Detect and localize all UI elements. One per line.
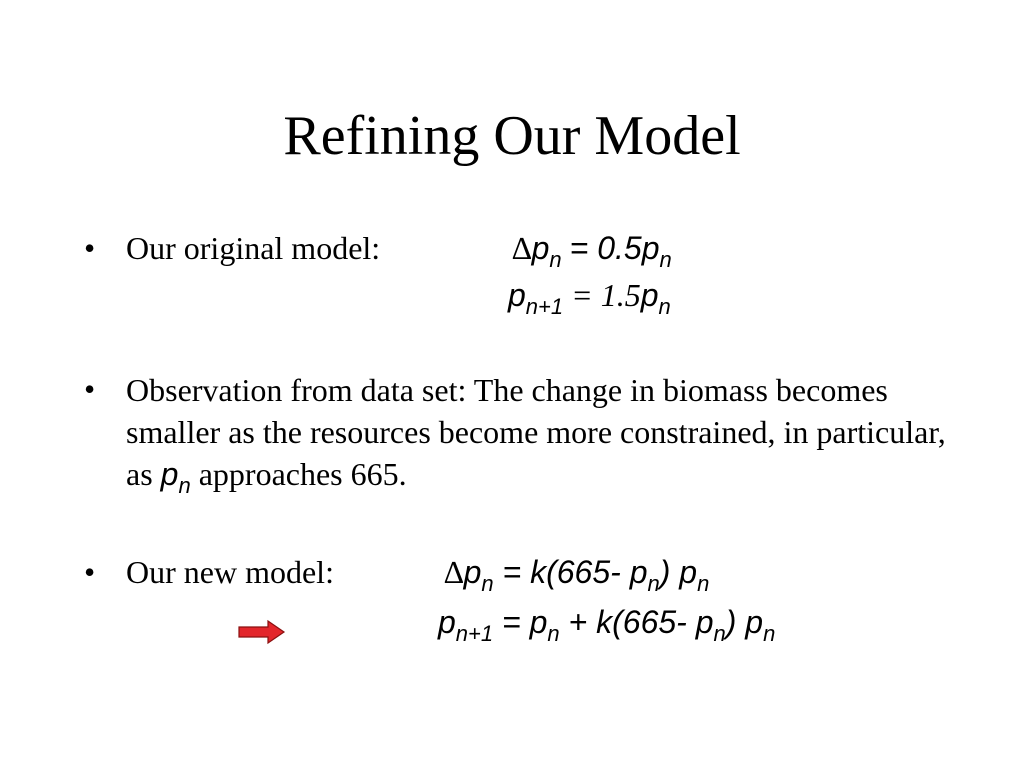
new-model-delta-equation: [444, 552, 709, 604]
original-model-recurrence-equation: [508, 275, 671, 327]
bullet-1-glyph: •: [84, 230, 96, 266]
subscript: n+1: [455, 621, 494, 646]
bullet-1-label: Our original model:: [126, 230, 381, 266]
observation-text-part1: Observation from data set: The change in biomass becomes smaller as the resources become more constrained, in particular, as: [126, 372, 946, 492]
delta-symbol: ∆: [444, 554, 464, 590]
equation-rhs: ) p: [659, 554, 698, 590]
equation-rhs: = k(665- p: [493, 554, 648, 590]
subscript: n+1: [525, 294, 564, 319]
subscript: n: [697, 571, 710, 596]
subscript: n: [481, 571, 494, 596]
subscript: n: [713, 621, 726, 646]
var-p: p: [463, 554, 482, 590]
subscript: n: [647, 571, 660, 596]
delta-symbol: ∆: [512, 230, 532, 266]
bullet-2-glyph: •: [84, 371, 96, 407]
equation-rhs: + k(665- p: [559, 604, 714, 640]
var-p: p: [508, 277, 526, 313]
bullet-3-glyph: •: [84, 554, 96, 590]
var-p: p: [531, 230, 550, 266]
new-model-recurrence-equation: [438, 602, 775, 654]
right-arrow-icon: [238, 619, 286, 645]
subscript: n: [549, 247, 562, 272]
equation-rhs: = p: [493, 604, 548, 640]
observation-text-part2: approaches 665.: [190, 456, 407, 492]
subscript: n: [547, 621, 560, 646]
equation-rhs: = 0.5p: [569, 230, 660, 266]
subscript: n: [659, 247, 672, 272]
slide-title: Refining Our Model: [283, 105, 741, 167]
subscript: n: [658, 294, 671, 319]
var-p: p: [160, 456, 179, 492]
observation-text: [126, 369, 966, 507]
var-p: p: [438, 604, 456, 640]
equation-rhs: ) p: [725, 604, 764, 640]
original-model-delta-equation: [512, 228, 672, 280]
bullet-3-label: Our new model:: [126, 554, 334, 590]
subscript: n: [178, 473, 191, 498]
subscript: n: [763, 621, 776, 646]
var-p: p: [640, 277, 659, 313]
equation-coefficient: = 1.5: [563, 277, 641, 313]
